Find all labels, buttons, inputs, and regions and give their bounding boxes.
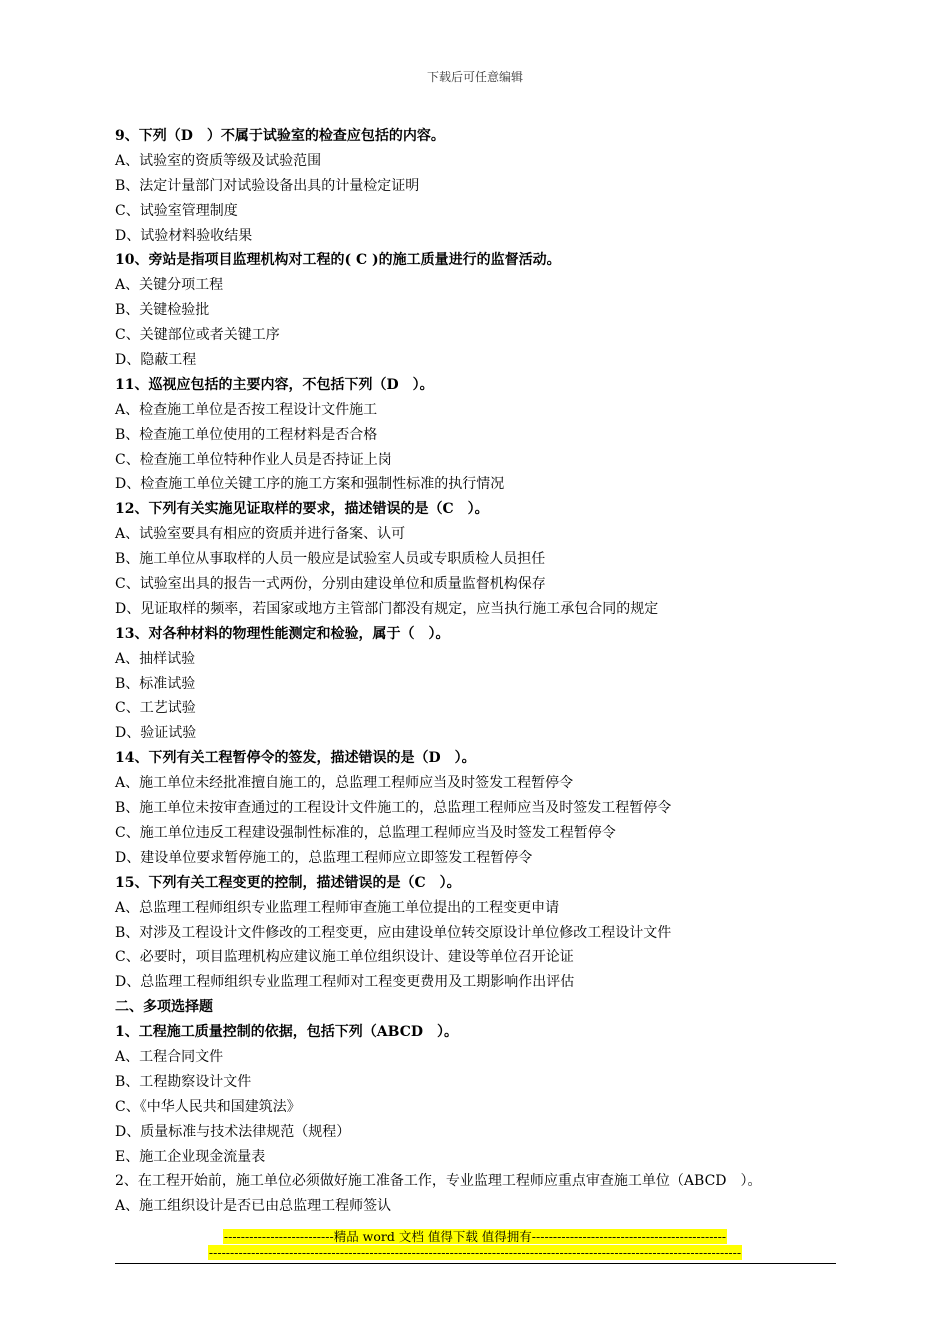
option-line: A、检查施工单位是否按工程设计文件施工	[115, 401, 378, 418]
option-line: C、工艺试验	[115, 700, 196, 717]
question-line: 13、对各种材料的物理性能测定和检验，属于（ ）。	[115, 625, 450, 642]
option-line: A、工程合同文件	[115, 1048, 224, 1065]
option-line: C、试验室出具的报告一式两份，分别由建设单位和质量监督机构保存	[115, 576, 546, 593]
option-line: 2、在工程开始前，施工单位必须做好施工准备工作，专业监理工程师应重点审查施工单位（ABCD ）。	[115, 1173, 762, 1190]
document-body	[115, 124, 835, 1219]
footer-banner-text: --------------------------精品 word 文档 值得下载 值得拥有----------------------------------------------	[223, 1229, 727, 1244]
option-line: B、关键检验批	[115, 302, 210, 319]
option-line: C、施工单位违反工程建设强制性标准的，总监理工程师应当及时签发工程暂停令	[115, 824, 616, 841]
question-line: 10、旁站是指项目监理机构对工程的( C )的施工质量进行的监督活动。	[115, 252, 561, 269]
option-line: B、施工单位未按审查通过的工程设计文件施工的，总监理工程师应当及时签发工程暂停令	[115, 800, 672, 817]
option-line: E、施工企业现金流量表	[115, 1148, 266, 1165]
option-line: A、施工单位未经批准擅自施工的，总监理工程师应当及时签发工程暂停令	[115, 775, 574, 792]
footer-banner-dashes: ------------------------------------------------------------------------------------------------------------------------------	[208, 1245, 742, 1260]
page-header: 下载后可任意编辑	[426, 70, 523, 84]
question-line: 14、下列有关工程暂停令的签发，描述错误的是（D ）。	[115, 750, 476, 767]
question-line: 15、下列有关工程变更的控制，描述错误的是（C ）。	[115, 874, 461, 891]
option-line: C、检查施工单位特种作业人员是否持证上岗	[115, 451, 392, 468]
option-line: D、见证取样的频率，若国家或地方主管部门都没有规定，应当执行施工承包合同的规定	[115, 600, 659, 617]
option-line: D、检查施工单位关键工序的施工方案和强制性标准的执行情况	[115, 476, 505, 493]
option-line: B、对涉及工程设计文件修改的工程变更，应由建设单位转交原设计单位修改工程设计文件	[115, 924, 672, 941]
option-line: B、检查施工单位使用的工程材料是否合格	[115, 426, 378, 443]
option-line: B、施工单位从事取样的人员一般应是试验室人员或专职质检人员担任	[115, 551, 546, 568]
option-line: B、标准试验	[115, 675, 196, 692]
question-line: 1、工程施工质量控制的依据，包括下列（ABCD ）。	[115, 1024, 458, 1041]
footer-banner-line-2	[0, 1245, 950, 1260]
option-line: D、试验材料验收结果	[115, 227, 253, 244]
option-line: C、关键部位或者关键工序	[115, 327, 280, 344]
question-line: 11、巡视应包括的主要内容，不包括下列（D ）。	[115, 376, 434, 393]
option-line: D、验证试验	[115, 725, 197, 742]
option-line: D、质量标准与技术法律规范（规程）	[115, 1123, 351, 1140]
option-line: C、试验室管理制度	[115, 202, 238, 219]
option-line: A、试验室要具有相应的资质并进行备案、认可	[115, 526, 406, 543]
option-line: C、必要时，项目监理机构应建议施工单位组织设计、建设等单位召开论证	[115, 949, 574, 966]
question-line: 12、下列有关实施见证取样的要求，描述错误的是（C ）。	[115, 501, 489, 518]
option-line: B、法定计量部门对试验设备出具的计量检定证明	[115, 177, 420, 194]
footer-banner-line-1	[0, 1229, 950, 1244]
footer-rule	[115, 1263, 836, 1264]
question-line: 二、多项选择题	[115, 999, 213, 1016]
option-line: A、试验室的资质等级及试验范围	[115, 152, 322, 169]
option-line: D、总监理工程师组织专业监理工程师对工程变更费用及工期影响作出评估	[115, 974, 575, 991]
option-line: D、隐蔽工程	[115, 352, 197, 369]
option-line: D、建设单位要求暂停施工的，总监理工程师应立即签发工程暂停令	[115, 849, 533, 866]
option-line: A、总监理工程师组织专业监理工程师审查施工单位提出的工程变更申请	[115, 899, 560, 916]
option-line: A、施工组织设计是否已由总监理工程师签认	[115, 1198, 392, 1215]
option-line: A、抽样试验	[115, 650, 196, 667]
question-line: 9、下列（D ）不属于试验室的检查应包括的内容。	[115, 128, 445, 144]
option-line: B、工程勘察设计文件	[115, 1073, 252, 1090]
option-line: C、《中华人民共和国建筑法》	[115, 1098, 301, 1115]
option-line: A、关键分项工程	[115, 277, 224, 294]
